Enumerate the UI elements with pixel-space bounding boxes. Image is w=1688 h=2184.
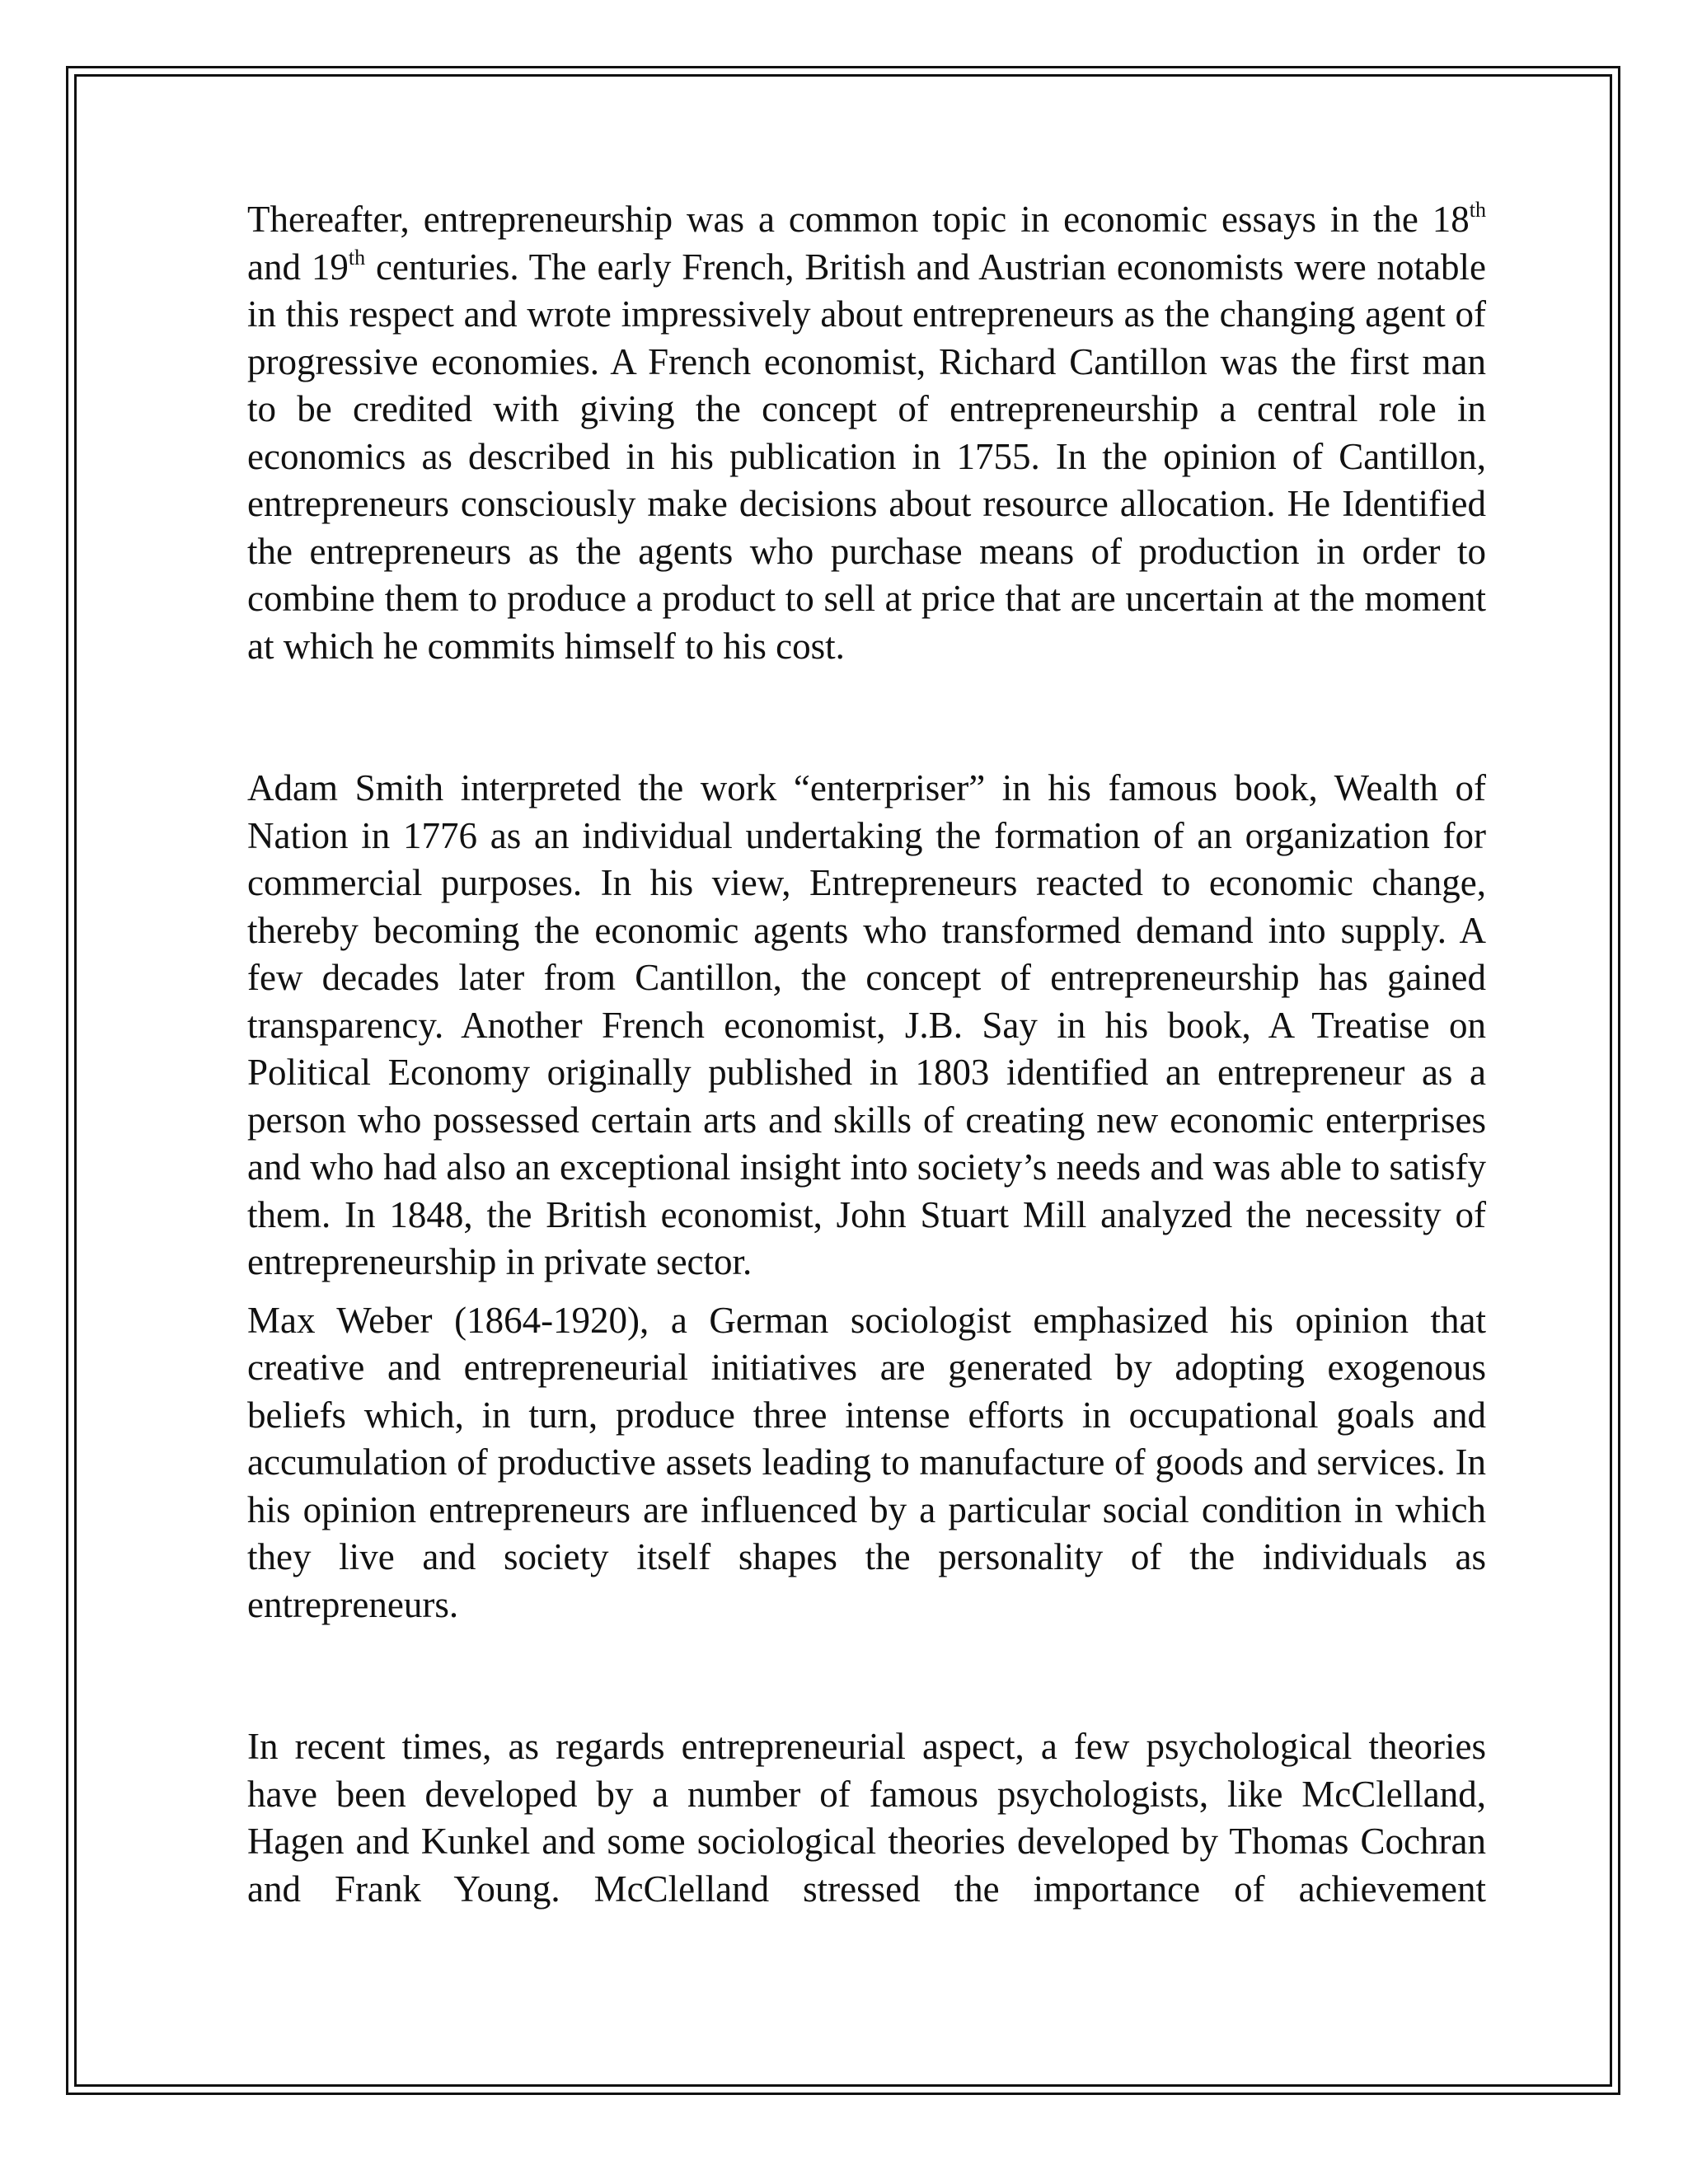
ordinal-superscript: th [1469,198,1486,222]
paragraph-text: and 19 [247,246,349,288]
ordinal-superscript: th [348,245,366,269]
paragraph-text: centuries. The early French, British and Austrian economists were notable in this respect and wrote impressively about entrepreneurs as the changing agent of progressive economies. A French economist, Richard Cantillon was the first man to be credited with giving the concept of entrepreneurship a central role in economics as described in his publication in 1755. In the opinion of Cantillon, entrepreneurs consciously make decisions about resource allocation. He Identified the entrepreneurs as the agents who purchase means of production in order to combine them to produce a product to sell at price that are uncertain at the moment at which he commits himself to his cost. [247,246,1486,667]
paragraph-max-weber: Max Weber (1864-1920), a German sociologist emphasized his opinion that creative and entrepreneurial initiatives are generated by adopting exogenous beliefs which, in turn, produce three intense efforts in occupational goals and accumulation of productive assets leading to manufacture of goods and services. In his opinion entrepreneurs are influenced by a particular social condition in which they live and society itself shapes the personality of the individuals as entrepreneurs. [247,1299,1486,1625]
paragraph-text: Thereafter, entrepreneurship was a common topic in economic essays in the 18 [247,199,1470,240]
paragraph-recent-times: In recent times, as regards entrepreneurial aspect, a few psychological theories have been developed by a number of famous psychologists, like McClelland, Hagen and Kunkel and some sociological theories developed by Thomas Cochran and Frank Young. McClelland stressed the importance of achievement [247,1726,1486,1910]
paragraph-cantillon [247,196,1486,670]
page-body [247,196,1486,1913]
paragraph-adam-smith: Adam Smith interpreted the work “enterpriser” in his famous book, Wealth of Nation in 1776 as an individual undertaking the formation of an organization for commercial purposes. In his view, Entrepreneurs reacted to economic change, thereby becoming the economic agents who transformed demand into supply. A few decades later from Cantillon, the concept of entrepreneurship has gained transparency. Another French economist, J.B. Say in his book, A Treatise on Political Economy originally published in 1803 identified an entrepreneur as a person who possessed certain arts and skills of creating new economic enterprises and who had also an exceptional insight into society’s needs and was able to satisfy them. In 1848, the British economist, John Stuart Mill analyzed the necessity of entrepreneurship in private sector. [247,767,1486,1282]
